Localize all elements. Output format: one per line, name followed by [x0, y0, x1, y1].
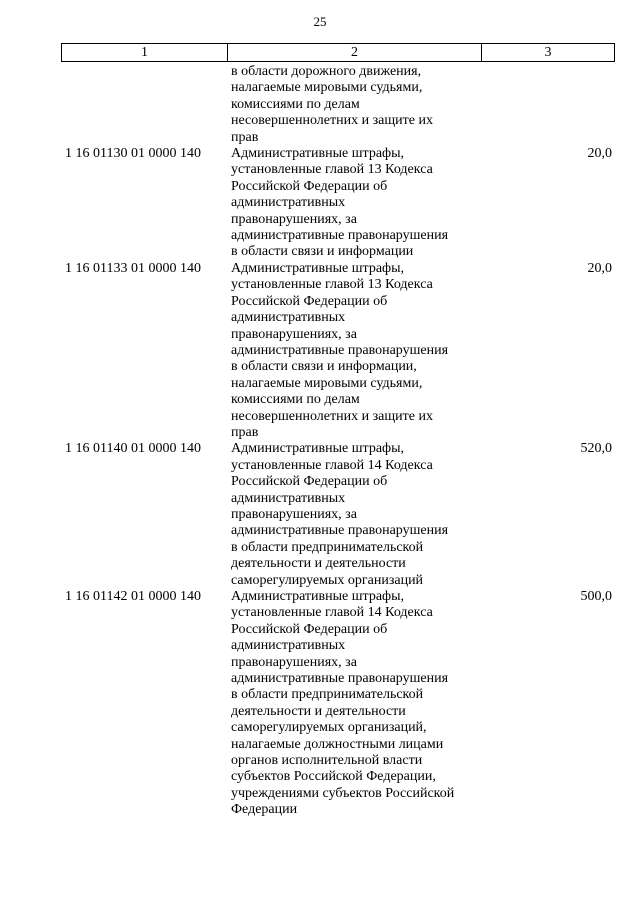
description-line: административных	[231, 195, 346, 211]
table-header-row	[61, 43, 615, 62]
description-line: установленные главой 14 Кодекса	[231, 605, 433, 621]
header-cell-1: 1	[62, 44, 228, 61]
description-line: несовершеннолетних и защите их	[231, 113, 433, 129]
description-line: учреждениями субъектов Российской	[231, 785, 455, 801]
description-line: правонарушениях, за	[231, 211, 357, 227]
description-line: в области связи и информации,	[231, 359, 417, 375]
description-line: административных	[231, 638, 346, 654]
description-line: комиссиями по делам	[231, 392, 360, 408]
description-line: административные правонарушения	[231, 228, 449, 244]
table-body	[61, 64, 615, 819]
description-line: Административные штрафы,	[231, 441, 405, 457]
description-line: налагаемые мировыми судьями,	[231, 80, 423, 96]
row-code: 1 16 01133 01 0000 140	[65, 260, 201, 276]
row-description	[231, 64, 485, 146]
row-description	[231, 589, 485, 819]
row-amount: 500,0	[580, 589, 612, 604]
description-line: деятельности и деятельности	[231, 556, 406, 572]
description-line: установленные главой 13 Кодекса	[231, 162, 433, 178]
description-line: деятельности и деятельности	[231, 703, 406, 719]
description-line: прав	[231, 424, 259, 440]
table-row	[61, 441, 615, 589]
header-cell-3: 3	[544, 45, 552, 60]
description-line: правонарушениях, за	[231, 506, 357, 522]
row-description	[231, 441, 485, 589]
description-line: в области предпринимательской	[231, 539, 424, 555]
table-row	[61, 261, 615, 441]
description-line: Административные штрафы,	[231, 146, 405, 162]
description-line: налагаемые мировыми судьями,	[231, 375, 423, 391]
description-line: саморегулируемых организаций,	[231, 720, 427, 736]
header-cell-2: 2	[228, 44, 482, 61]
page-number: 25	[313, 14, 327, 29]
description-line: административные правонарушения	[231, 671, 449, 687]
row-code: 1 16 01142 01 0000 140	[65, 589, 201, 604]
description-line: Административные штрафы,	[231, 260, 405, 276]
description-line: правонарушениях, за	[231, 326, 357, 342]
table-row	[61, 589, 615, 819]
row-amount: 20,0	[587, 146, 612, 162]
description-line: налагаемые должностными лицами	[231, 736, 444, 752]
description-line: саморегулируемых организаций	[231, 572, 424, 588]
table-row	[61, 64, 615, 146]
description-line: установленные главой 13 Кодекса	[231, 277, 433, 293]
row-description	[231, 146, 485, 261]
description-line: Российской Федерации об	[231, 621, 388, 637]
description-line: административных	[231, 490, 346, 506]
description-line: установленные главой 14 Кодекса	[231, 457, 433, 473]
description-line: Российской Федерации об	[231, 293, 388, 309]
description-line: в области предпринимательской	[231, 687, 424, 703]
table-row	[61, 146, 615, 261]
description-line: комиссиями по делам	[231, 96, 360, 112]
description-line: Российской Федерации об	[231, 474, 388, 490]
description-line: правонарушениях, за	[231, 654, 357, 670]
description-line: Федерации	[231, 802, 298, 818]
description-line: в области связи и информации	[231, 244, 414, 260]
description-line: несовершеннолетних и защите их	[231, 408, 433, 424]
description-line: субъектов Российской Федерации,	[231, 769, 436, 785]
description-line: административные правонарушения	[231, 523, 449, 539]
description-line: Российской Федерации об	[231, 178, 388, 194]
row-code: 1 16 01130 01 0000 140	[65, 146, 201, 162]
row-code: 1 16 01140 01 0000 140	[65, 441, 201, 457]
description-line: административные правонарушения	[231, 342, 449, 358]
description-line: прав	[231, 129, 259, 145]
description-line: в области дорожного движения,	[231, 64, 422, 79]
description-line: административных	[231, 310, 346, 326]
row-description	[231, 261, 485, 441]
row-amount: 520,0	[580, 441, 612, 457]
row-amount: 20,0	[587, 260, 612, 276]
description-line: органов исполнительной власти	[231, 753, 423, 769]
description-line: Административные штрафы,	[231, 589, 405, 604]
